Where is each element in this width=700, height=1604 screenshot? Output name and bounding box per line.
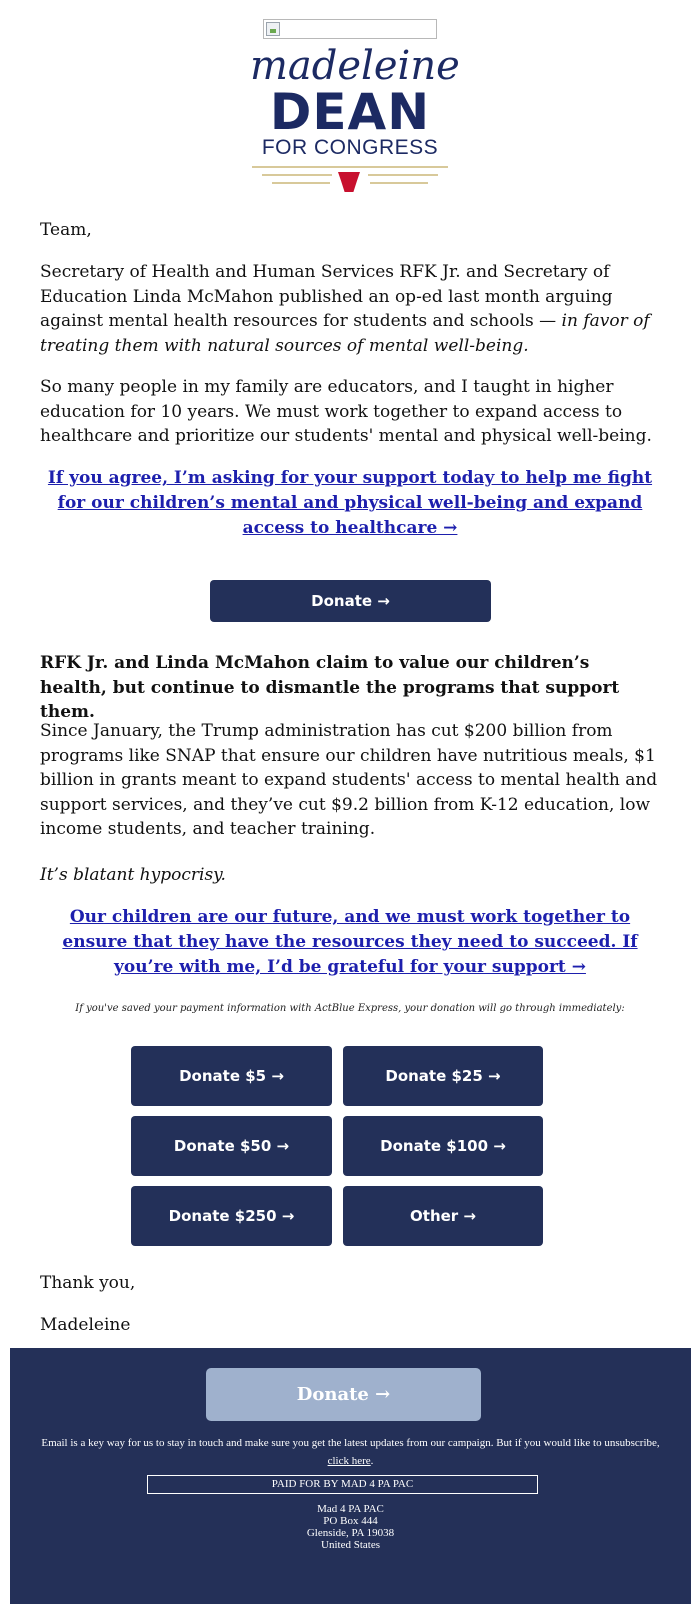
- paid-for-disclaimer: PAID FOR BY MAD 4 PA PAC: [147, 1475, 538, 1494]
- signature: Madeleine: [40, 1315, 131, 1335]
- footer: [10, 1348, 691, 1604]
- unsubscribe-notice: [40, 1434, 661, 1470]
- donate-100-button[interactable]: Donate $100 →: [343, 1116, 543, 1176]
- logo-tagline: FOR CONGRESS: [261, 136, 439, 159]
- intro-text: Secretary of Health and Human Services RFK Jr. and Secretary of Education Linda McMahon published an op-ed last month arguing against mental health resources for students and schools —: [40, 262, 613, 331]
- donate-50-button[interactable]: Donate $50 →: [131, 1116, 332, 1176]
- unsubscribe-link[interactable]: click here: [327, 1455, 371, 1467]
- claim-heading: RFK Jr. and Linda McMahon claim to value our children’s health, but continue to dismantle the programs that support them.: [40, 653, 620, 722]
- campaign-logo[interactable]: [250, 43, 460, 196]
- educator-paragraph: So many people in my family are educators, and I taught in higher education for 10 years. We must work together to expand access to healthcare and prioritize our students' mental and physical well-being.: [40, 377, 652, 446]
- address-line: PO Box 444: [323, 1515, 378, 1527]
- footer-donate-button[interactable]: Donate →: [206, 1368, 481, 1421]
- donate-250-button[interactable]: Donate $250 →: [131, 1186, 332, 1246]
- notice-period: .: [370, 1455, 374, 1467]
- logo-first-name: madeleine: [250, 43, 460, 89]
- broken-image-icon: [266, 22, 280, 36]
- mailing-address: [10, 1503, 691, 1551]
- intro-emphasis: in favor of treating them with natural sources of mental well-being.: [40, 311, 650, 356]
- intro-paragraph: [40, 260, 660, 358]
- support-link-2[interactable]: Our children are our future, and we must work together to ensure that they have the resources they need to succeed. If you’re with me, I’d be grateful for your support →: [62, 907, 638, 977]
- address-line: Glenside, PA 19038: [306, 1527, 395, 1539]
- email-notice-text: Email is a key way for us to stay in touch and make sure you get the latest updates from our campaign. But if you would like to unsubscribe,: [41, 1437, 660, 1449]
- donate-25-button[interactable]: Donate $25 →: [343, 1046, 543, 1106]
- address-line: Mad 4 PA PAC: [317, 1503, 384, 1515]
- logo-surname: DEAN: [269, 83, 431, 141]
- support-link-1[interactable]: If you agree, I’m asking for your support today to help me fight for our children’s mental and physical well-being and expand access to healthcare →: [47, 468, 653, 538]
- header-image-placeholder: [263, 19, 437, 39]
- donate-other-button[interactable]: Other →: [343, 1186, 543, 1246]
- cuts-paragraph: Since January, the Trump administration has cut $200 billion from programs like SNAP that ensure our children have nutritious meals, $1 billion in grants meant to expand students' access to mental health and support services, and they’ve cut $9.2 billion from K-12 education, low income students, and teacher training.: [40, 721, 658, 839]
- donate-button[interactable]: Donate →: [210, 580, 491, 622]
- hypocrisy-line: It’s blatant hypocrisy.: [40, 865, 226, 885]
- greeting: Team,: [40, 220, 92, 240]
- logo-stripes: [250, 164, 450, 194]
- actblue-express-note: If you've saved your payment information with ActBlue Express, your donation will go through immediately:: [75, 1003, 625, 1014]
- signoff: Thank you,: [40, 1273, 136, 1293]
- donate-5-button[interactable]: Donate $5 →: [131, 1046, 332, 1106]
- keystone-icon: [338, 172, 360, 192]
- address-line: United States: [321, 1539, 380, 1551]
